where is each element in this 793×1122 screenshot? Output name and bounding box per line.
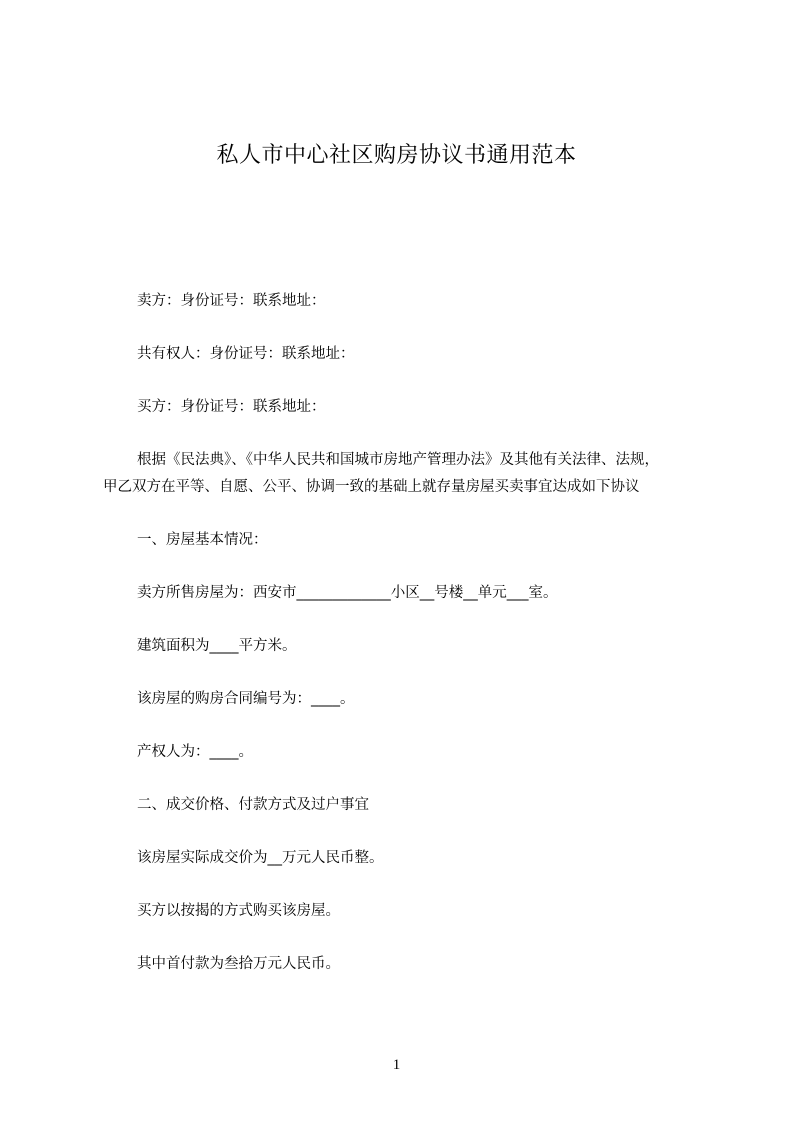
co-owner-info-line: 共有权人：身份证号：联系地址： [137,346,355,362]
preamble-paragraph [103,447,713,501]
preamble-line-1: 根据《民法典》、《中华人民共和国城市房地产管理办法》及其他有关法律、法规， [137,452,659,468]
transaction-price-line: 该房屋实际成交价为__万元人民币整。 [137,850,384,866]
property-area-line: 建筑面积为____平方米。 [137,638,297,654]
seller-info-line: 卖方：身份证号：联系地址： [137,293,326,309]
property-owner-line: 产权人为：____。 [137,744,253,760]
section-1-heading: 一、房屋基本情况： [137,532,268,548]
preamble-line-2: 甲乙双方在平等、自愿、公平、协调一致的基础上就存量房屋买卖事宜达成如下协议 [103,479,640,495]
page-number: 1 [392,1057,401,1073]
payment-method-line: 买方以按揭的方式购买该房屋。 [137,903,340,919]
section-2-heading: 二、成交价格、付款方式及过户事宜 [137,797,369,813]
property-location-line: 卖方所售房屋为：西安市_____________小区__号楼__单元___室。 [137,585,558,601]
document-title: 私人市中心社区购房协议书通用范本 [216,143,577,168]
contract-number-line: 该房屋的购房合同编号为：____。 [137,691,355,707]
down-payment-line: 其中首付款为叁拾万元人民币。 [137,956,340,972]
buyer-info-line: 买方：身份证号：联系地址： [137,399,326,415]
